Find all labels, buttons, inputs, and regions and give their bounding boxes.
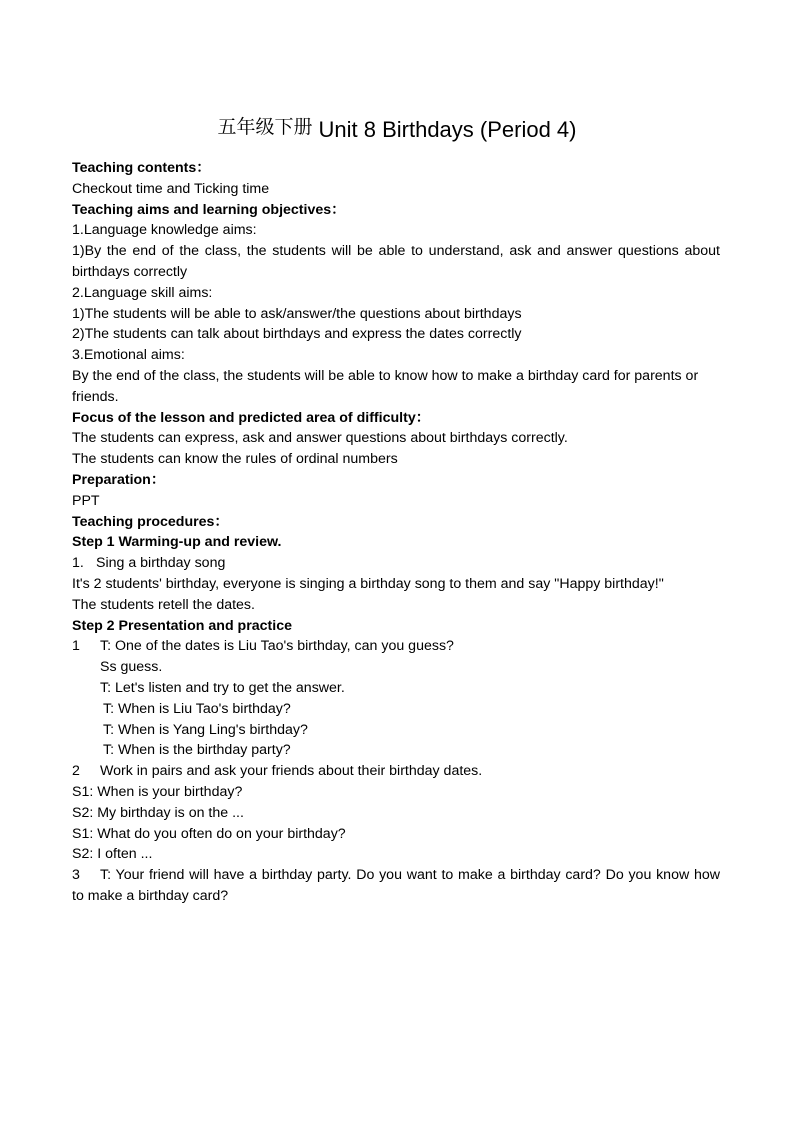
text-line: 3.Emotional aims: (72, 347, 185, 364)
list-number: 3 (72, 867, 80, 884)
text-line: The students retell the dates. (72, 596, 255, 613)
heading-teaching-contents: Teaching contents： (72, 160, 211, 176)
title-english: Unit 8 Birthdays (Period 4) (318, 117, 577, 142)
text-line: 1.Language knowledge aims: (72, 222, 257, 239)
list-item (72, 761, 720, 782)
list-item (72, 865, 720, 907)
list-item (72, 636, 720, 657)
list-number: 1. (72, 555, 84, 572)
text-line: PPT (72, 492, 100, 509)
dialogue-line: S2: My birthday is on the ... (72, 804, 244, 821)
text-line: T: When is Liu Tao's birthday? (103, 700, 291, 717)
text-line: The students can express, ask and answer questions about birthdays correctly. (72, 430, 568, 447)
list-number: 1 (72, 638, 80, 655)
text-line: 2)The students can talk about birthdays and express the dates correctly (72, 326, 522, 343)
list-number: 2 (72, 763, 80, 780)
heading-step-2: Step 2 Presentation and practice (72, 617, 292, 634)
dialogue-line: S2: I often ... (72, 846, 153, 863)
list-item (72, 553, 720, 574)
dialogue-line: S1: What do you often do on your birthday? (72, 825, 346, 842)
text-line: 1)The students will be able to ask/answer/the questions about birthdays (72, 305, 522, 322)
title-chinese: 五年级下册 (217, 116, 313, 138)
text-line: The students can know the rules of ordinal numbers (72, 451, 398, 468)
text-line: Ss guess. (100, 659, 163, 676)
heading-teaching-aims: Teaching aims and learning objectives： (72, 201, 346, 218)
text-paragraph: By the end of the class, the students will be able to know how to make a birthday card for parents or friends. (72, 367, 699, 405)
heading-step-1: Step 1 Warming-up and review. (72, 534, 282, 551)
list-text: Sing a birthday song (96, 555, 226, 572)
list-text: T: One of the dates is Liu Tao's birthday, can you guess? (100, 638, 454, 655)
text-line: T: When is Yang Ling's birthday? (103, 721, 308, 738)
text-line: Checkout time and Ticking time (72, 180, 270, 197)
text-line: T: When is the birthday party? (103, 742, 291, 759)
text-line: 2.Language skill aims: (72, 284, 213, 301)
document-body (72, 158, 720, 907)
heading-preparation: Preparation： (72, 471, 166, 488)
text-line: T: Let's listen and try to get the answer. (100, 679, 345, 696)
list-text: T: Your friend will have a birthday party. Do you want to make a birthday card? Do you know how to make a birthday card? (72, 867, 720, 904)
heading-focus: Focus of the lesson and predicted area of difficulty： (72, 409, 430, 426)
dialogue-line: S1: When is your birthday? (72, 783, 243, 800)
heading-procedures: Teaching procedures： (72, 513, 229, 530)
text-paragraph: It's 2 students' birthday, everyone is singing a birthday song to them and say "Happy birthday!" (72, 575, 664, 592)
page-title (0, 112, 794, 143)
list-text: Work in pairs and ask your friends about their birthday dates. (100, 763, 483, 780)
text-paragraph: 1)By the end of the class, the students will be able to understand, ask and answer questions about birthdays correctly (72, 243, 720, 280)
